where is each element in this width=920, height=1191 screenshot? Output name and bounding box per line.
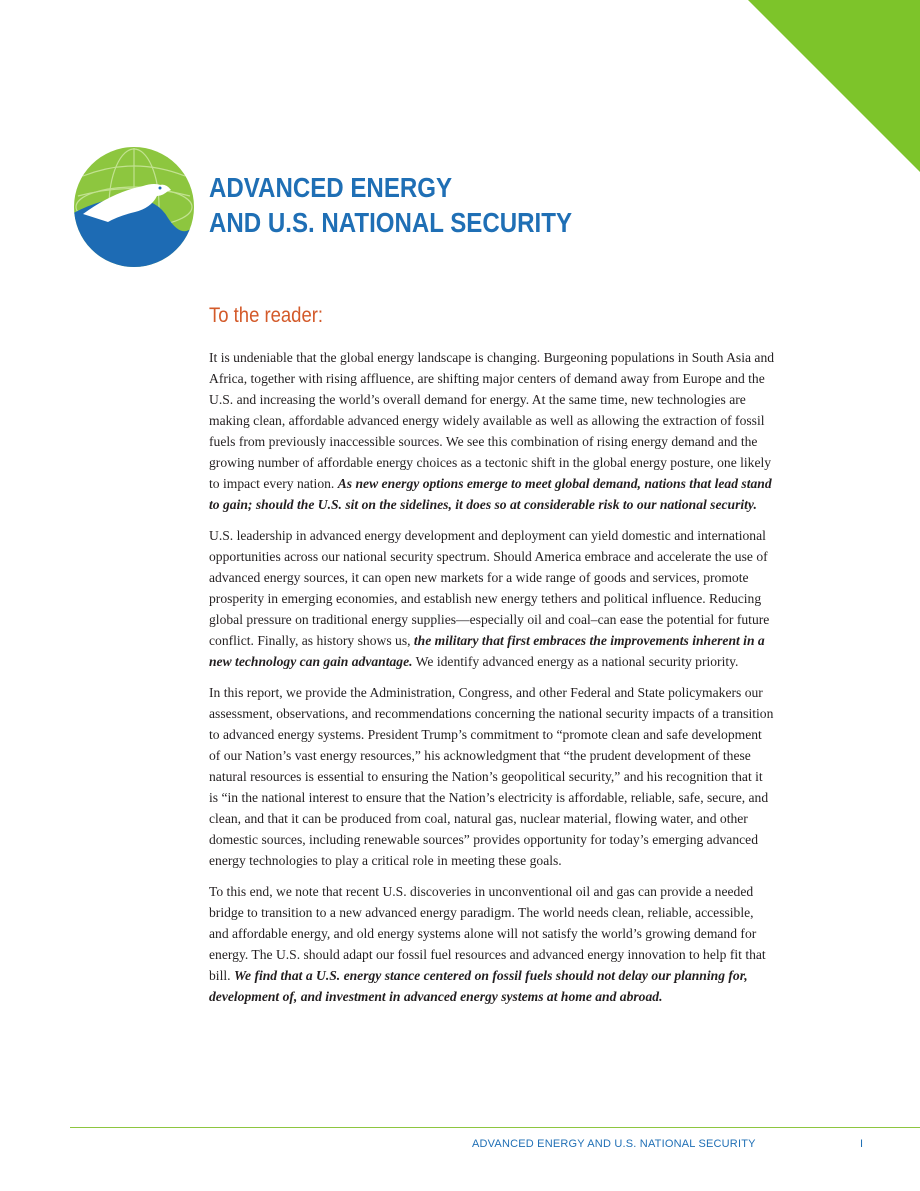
emphasized-text: As new energy options emerge to meet global demand, nations that lead stand to gain; should the U.S. sit on the sidelines, it does so at considerable risk to our national security.: [209, 476, 772, 512]
body-paragraph: [209, 682, 775, 871]
body-paragraph: [209, 881, 775, 1007]
corner-triangle-decoration: [748, 0, 920, 172]
body-text: To this end, we note that recent U.S. discoveries in unconventional oil and gas can provide a needed bridge to transition to a new advanced energy paradigm. The world needs clean, reliable, accessible, and affordable energy, and old energy systems alone will not satisfy the world’s growing demand for energy. The U.S. should adapt our fossil fuel resources and advanced energy innovation to help fit that bill.: [209, 884, 766, 983]
letter-body: [209, 347, 775, 1017]
title-line-1: ADVANCED ENERGY: [209, 172, 453, 203]
eagle-globe-logo-icon: [73, 146, 195, 268]
body-paragraph: [209, 525, 775, 672]
salutation-heading: To the reader:: [209, 304, 324, 327]
footer-page-number: I: [860, 1138, 864, 1150]
footer-running-title: ADVANCED ENERGY AND U.S. NATIONAL SECURITY: [472, 1138, 756, 1150]
body-text: It is undeniable that the global energy landscape is changing. Burgeoning populations in South Asia and Africa, together with rising affluence, are shifting major centers of demand away from Europe and the U.S. and increasing the world’s overall demand for energy. At the same time, new technologies are making clean, affordable advanced energy widely available as well as allowing the extraction of fossil fuels from previously inaccessible sources. We see this combination of rising energy demand and the growing number of affordable energy choices as a tectonic shift in the global energy posture, one likely to impact every nation.: [209, 350, 775, 491]
emphasized-text: the military that first embraces the improvements inherent in a new technology can gain advantage.: [209, 633, 765, 669]
body-text: In this report, we provide the Administration, Congress, and other Federal and State policymakers our assessment, observations, and recommendations concerning the national security impacts of a transition to advanced energy systems. President Trump’s commitment to “promote clean and safe development of our Nation’s vast energy resources,” his acknowledgment that “the prudent development of these natural resources is essential to ensuring the Nation’s geopolitical security,” and his recognition that it is “in the national interest to ensure that the Nation’s electricity is affordable, reliable, safe, secure, and clean, and that it can be produced from coal, natural gas, nuclear material, flowing water, and other domestic sources, including renewable sources” provides opportunity for today’s emerging advanced energy technologies to play a critical role in meeting these goals.: [209, 685, 774, 868]
body-paragraph: [209, 347, 775, 515]
emphasized-text: We find that a U.S. energy stance centered on fossil fuels should not delay our planning for, development of, and investment in advanced energy systems at home and abroad.: [209, 968, 748, 1004]
title-line-2: AND U.S. NATIONAL SECURITY: [209, 207, 573, 238]
footer-divider: [70, 1127, 920, 1128]
page-title: [209, 170, 572, 240]
body-text: We identify advanced energy as a national security priority.: [412, 654, 739, 669]
body-text: U.S. leadership in advanced energy development and deployment can yield domestic and international opportunities across our national security spectrum. Should America embrace and accelerate the use of advanced energy sources, it can open new markets for a wide range of goods and services, promote prosperity in emerging economies, and establish new energy tethers and political influence. Reducing global pressure on traditional energy supplies—especially oil and coal–can ease the potential for future conflict. Finally, as history shows us,: [209, 528, 770, 648]
